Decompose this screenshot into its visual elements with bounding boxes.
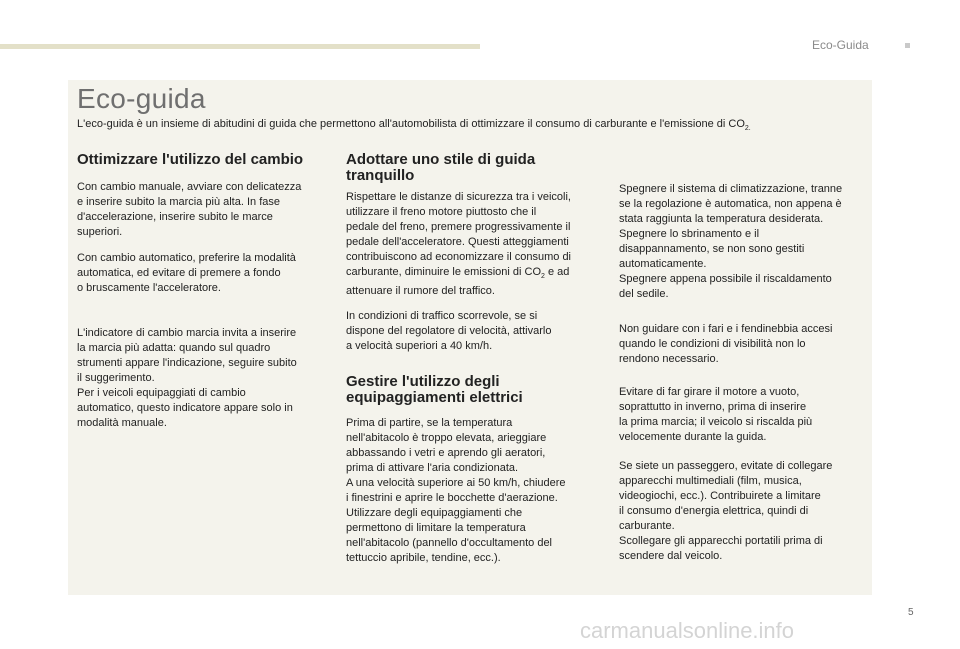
engine-idle-paragraph: Evitare di far girare il motore a vuoto, soprattutto in inverno, prima di inserire la prima marcia; il veicolo si riscalda più velocemente durante la guida. — [619, 386, 813, 443]
watermark: carmanualsonline.info — [580, 618, 795, 643]
page-number: 5 — [908, 607, 914, 618]
header-decor-bar — [0, 44, 480, 49]
gear-indicator-paragraph: L'indicatore di cambio marcia invita a inserire la marcia più adatta: quando sul quadro strumenti appare l'indicazione, seguire subito il suggerimento. Per i veicoli equipaggiati di cambio automatico, questo indicatore appare solo in modalità manuale. — [77, 327, 297, 429]
climate-control-paragraph: Spegnere il sistema di climatizzazione, tranne se la regolazione è automatica, non appena è stata raggiunta la temperatura desiderata. Spegnere lo sbrinamento e il disappannamento, se non sono gestiti automaticamente. Spegnere appena possibile il riscaldamento del sedile. — [619, 183, 843, 300]
column-gearbox — [77, 152, 332, 168]
heading-electrical-equipment: Gestire l'utilizzo degli equipaggiamenti elettrici — [346, 373, 523, 406]
intro-text: L'eco-guida è un insieme di abitudini di guida che permettono all'automobilista di ottimizzare il consumo di carburante e l'emissione di $CO_{2.}$ — [77, 118, 751, 133]
gearbox-automatic-paragraph: Con cambio automatico, preferire la modalità automatica, ed evitare di premere a fondo o bruscamente l'acceleratore. — [77, 252, 296, 294]
header-square-marker — [905, 43, 910, 48]
gearbox-manual-paragraph: Con cambio manuale, avviare con delicatezza e inserire subito la marcia più alta. In fase d'accelerazione, inserire subito le marce superiori. — [77, 181, 302, 238]
heading-gearbox: Ottimizzare l'utilizzo del cambio — [77, 151, 304, 168]
section-label: Eco-Guida — [812, 38, 869, 52]
page-title: Eco-guida — [77, 83, 206, 114]
lights-paragraph: Non guidare con i fari e i fendinebbia accesi quando le condizioni di visibilità non lo rendono necessario. — [619, 323, 833, 365]
heading-driving-style: Adottare uno stile di guida tranquillo — [346, 151, 536, 184]
electrical-equipment-paragraph: Prima di partire, se la temperatura nell'abitacolo è troppo elevata, arieggiare abbassando i vetri e aprendo gli aeratori, prima di attivare l'aria condizionata. A una velocità superiore ai 50 km/h, chiudere i finestrini e aprire le bocchette d'aerazione. Utilizzare degli equipaggiamenti che permettono di limitare la temperatura nell'abitacolo (pannello d'occultamento del tettuccio apribile, tendine, ecc.). — [346, 417, 566, 564]
cruise-control-paragraph: In condizioni di traffico scorrevole, se si dispone del regolatore di velocità, attivarlo a velocità superiori a 40 km/h. — [346, 310, 552, 352]
driving-style-paragraph: Rispettare le distanze di sicurezza tra i veicoli, utilizzare il freno motore piuttosto che il pedale del freno, premere progressivamente il pedale dell'acceleratore. Questi atteggiamenti contribuiscono ad economizzare il consumo di carburante, diminuire le emissioni di $CO_2$ e ad attenuare il rumore del traffico. — [346, 191, 572, 298]
passenger-devices-paragraph: Se siete un passeggero, evitate di collegare apparecchi multimediali (film, musica, videogiochi, ecc.). Contribuirete a limitare il consumo d'energia elettrica, quindi di carburante. Scollegare gli apparecchi portatili prima di scendere dal veicolo. — [619, 460, 833, 562]
